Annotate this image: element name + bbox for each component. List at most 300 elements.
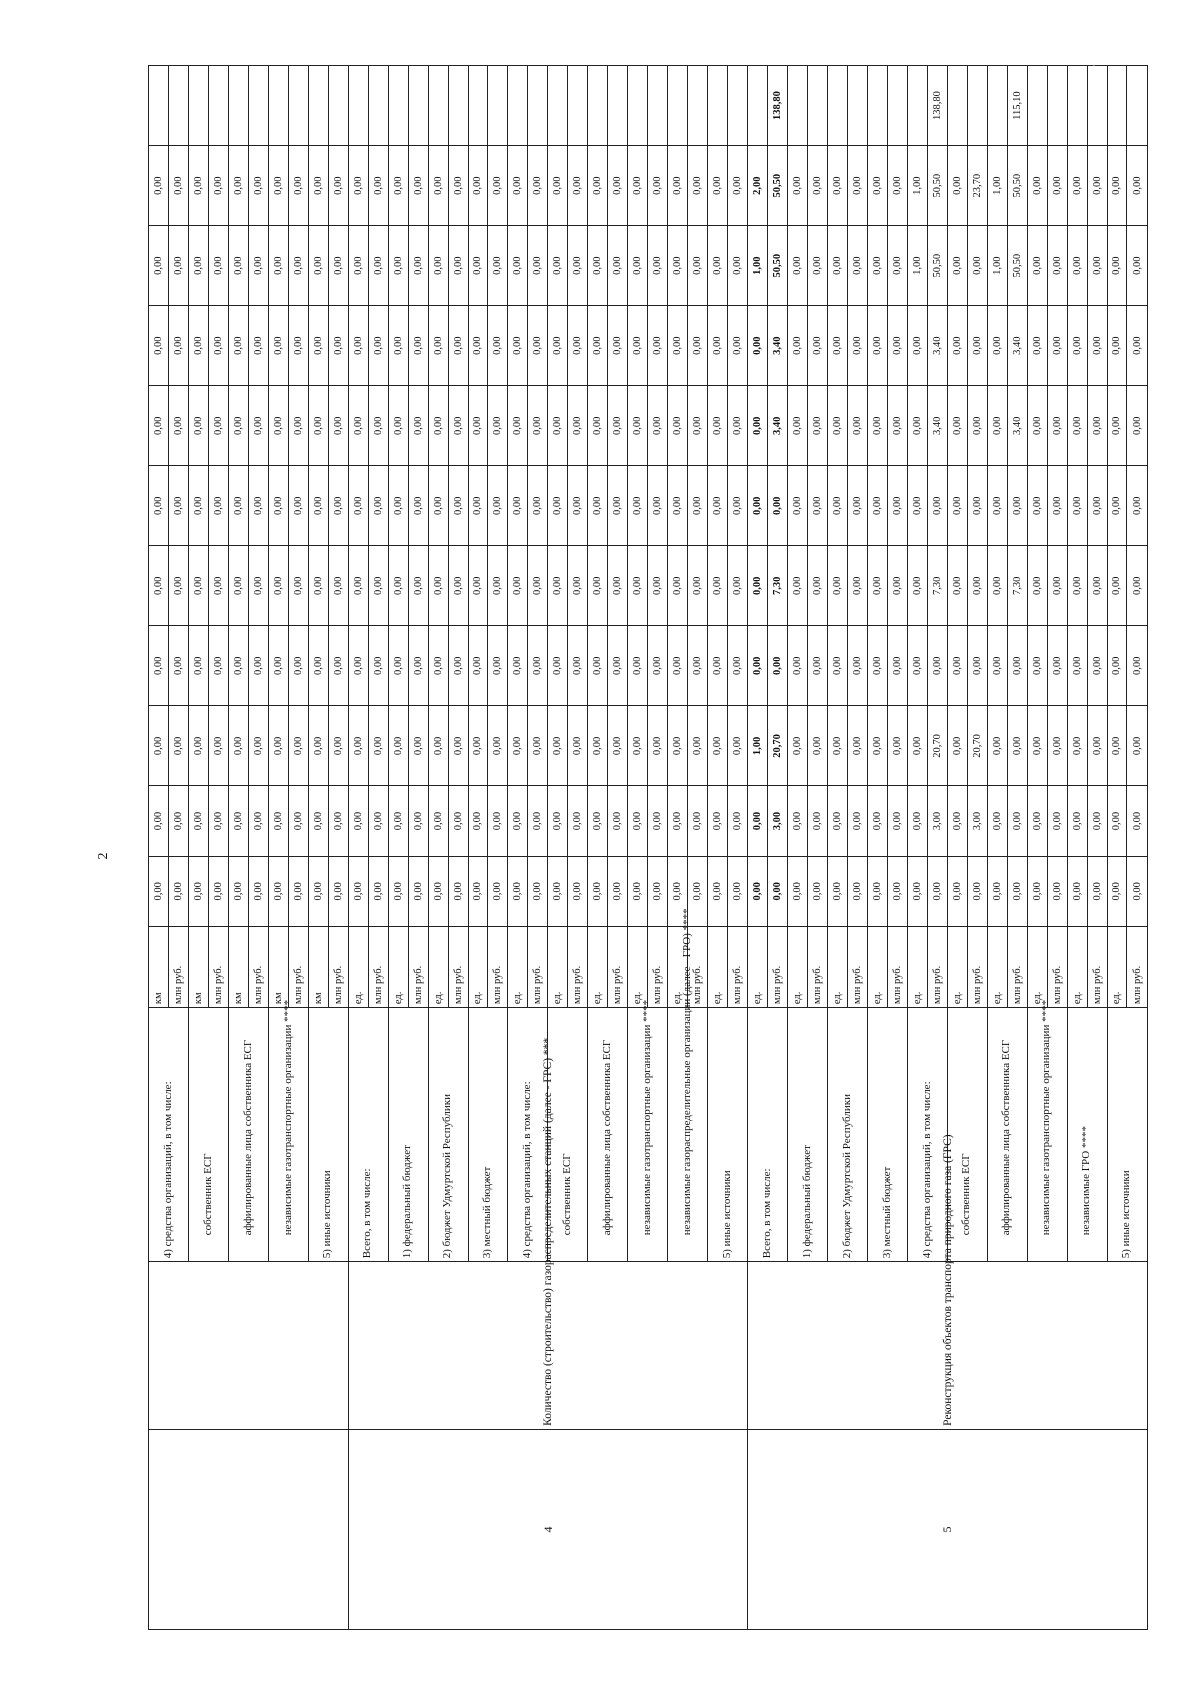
value-cell: 0,00: [827, 146, 847, 226]
value-cell: 0,00: [448, 706, 468, 786]
value-cell: 0,00: [728, 306, 748, 386]
value-cell: 0,00: [907, 386, 927, 466]
value-cell: 0,00: [847, 146, 867, 226]
value-cell: 0,00: [1007, 856, 1027, 926]
value-cell: 0,00: [149, 226, 169, 306]
funding-source-cell: 5) иные источники: [708, 1008, 748, 1262]
value-cell: 0,00: [149, 706, 169, 786]
value-cell: 20,70: [768, 706, 788, 786]
value-cell: 1,00: [987, 146, 1007, 226]
value-cell: 0,00: [668, 856, 688, 926]
value-cell: 0,00: [867, 786, 887, 856]
value-cell: 0,00: [788, 306, 808, 386]
value-cell: 0,00: [1127, 856, 1148, 926]
value-cell: 0,00: [468, 856, 488, 926]
value-cell: 0,00: [208, 306, 228, 386]
row-number-cell: [149, 1429, 349, 1629]
value-cell: 0,00: [228, 856, 248, 926]
value-cell: 0,00: [628, 146, 648, 226]
value-cell: [228, 66, 248, 146]
value-cell: 0,00: [728, 786, 748, 856]
unit-cell: млн руб.: [1007, 926, 1027, 1007]
value-cell: 0,00: [508, 466, 528, 546]
value-cell: 0,00: [628, 786, 648, 856]
value-cell: 0,00: [149, 786, 169, 856]
unit-cell: млн руб.: [288, 926, 308, 1007]
value-cell: 0,00: [987, 786, 1007, 856]
value-cell: 0,00: [1107, 306, 1127, 386]
value-cell: 0,00: [288, 786, 308, 856]
value-cell: 0,00: [987, 386, 1007, 466]
value-cell: 0,00: [708, 706, 728, 786]
value-cell: 0,00: [588, 226, 608, 306]
value-cell: [348, 66, 368, 146]
value-cell: [548, 66, 568, 146]
value-cell: [887, 66, 907, 146]
value-cell: 0,00: [248, 226, 268, 306]
value-cell: 0,00: [208, 226, 228, 306]
value-cell: 3,40: [1007, 306, 1027, 386]
value-cell: 0,00: [588, 306, 608, 386]
value-cell: 138,80: [768, 66, 788, 146]
unit-cell: млн руб.: [1087, 926, 1107, 1007]
value-cell: 0,00: [308, 306, 328, 386]
value-cell: 0,00: [628, 226, 648, 306]
table-row: [748, 66, 768, 1630]
funding-source-cell: Всего, в том числе:: [348, 1008, 388, 1262]
value-cell: 0,00: [608, 626, 628, 706]
value-cell: 0,00: [408, 786, 428, 856]
value-cell: 0,00: [288, 626, 308, 706]
value-cell: 0,00: [1027, 546, 1047, 626]
value-cell: 0,00: [448, 546, 468, 626]
value-cell: 0,00: [288, 856, 308, 926]
value-cell: 0,00: [149, 466, 169, 546]
value-cell: [428, 66, 448, 146]
value-cell: 0,00: [468, 466, 488, 546]
value-cell: 0,00: [488, 386, 508, 466]
value-cell: 0,00: [907, 306, 927, 386]
value-cell: 0,00: [168, 226, 188, 306]
value-cell: 0,00: [228, 386, 248, 466]
value-cell: 50,50: [1007, 226, 1027, 306]
value-cell: 0,00: [1067, 856, 1087, 926]
value-cell: 0,00: [1107, 786, 1127, 856]
value-cell: 0,00: [568, 786, 588, 856]
value-cell: [628, 66, 648, 146]
value-cell: 0,00: [468, 626, 488, 706]
unit-cell: млн руб.: [408, 926, 428, 1007]
value-cell: [308, 66, 328, 146]
value-cell: 0,00: [388, 786, 408, 856]
value-cell: 0,00: [947, 706, 967, 786]
value-cell: 0,00: [847, 706, 867, 786]
value-cell: 0,00: [688, 706, 708, 786]
unit-cell: ед.: [708, 926, 728, 1007]
value-cell: 0,00: [1087, 626, 1107, 706]
value-cell: 0,00: [1027, 146, 1047, 226]
value-cell: 0,00: [1087, 856, 1107, 926]
value-cell: 0,00: [987, 706, 1007, 786]
value-cell: 0,00: [348, 226, 368, 306]
investment-table: [148, 65, 1148, 1630]
value-cell: 0,00: [967, 306, 987, 386]
value-cell: 0,00: [788, 786, 808, 856]
value-cell: 0,00: [488, 466, 508, 546]
value-cell: 0,00: [748, 306, 768, 386]
value-cell: [847, 66, 867, 146]
value-cell: 0,00: [1047, 706, 1067, 786]
value-cell: 0,00: [827, 466, 847, 546]
value-cell: 0,00: [867, 386, 887, 466]
value-cell: 115,10: [1007, 66, 1027, 146]
value-cell: [708, 66, 728, 146]
funding-source-cell: аффилированные лица собственника ЕСГ: [228, 1008, 268, 1262]
value-cell: [608, 66, 628, 146]
unit-cell: ед.: [1027, 926, 1047, 1007]
value-cell: [788, 66, 808, 146]
value-cell: 0,00: [907, 706, 927, 786]
value-cell: 0,00: [887, 706, 907, 786]
value-cell: 0,00: [488, 856, 508, 926]
value-cell: 0,00: [708, 306, 728, 386]
value-cell: 3,40: [927, 306, 947, 386]
value-cell: 0,00: [468, 546, 488, 626]
funding-source-cell: 4) средства организаций, в том числе:: [149, 1008, 189, 1262]
value-cell: 0,00: [967, 466, 987, 546]
value-cell: 0,00: [408, 856, 428, 926]
value-cell: 0,00: [528, 856, 548, 926]
unit-cell: ед.: [428, 926, 448, 1007]
value-cell: 0,00: [1067, 706, 1087, 786]
value-cell: 50,50: [927, 226, 947, 306]
value-cell: 0,00: [208, 626, 228, 706]
value-cell: 0,00: [188, 786, 208, 856]
unit-cell: млн руб.: [248, 926, 268, 1007]
value-cell: 0,00: [867, 626, 887, 706]
value-cell: 0,00: [468, 146, 488, 226]
value-cell: [688, 66, 708, 146]
value-cell: 0,00: [188, 306, 208, 386]
value-cell: 1,00: [987, 226, 1007, 306]
unit-cell: млн руб.: [368, 926, 388, 1007]
unit-cell: млн руб.: [608, 926, 628, 1007]
unit-cell: ед.: [947, 926, 967, 1007]
unit-cell: млн руб.: [448, 926, 468, 1007]
unit-cell: ед.: [867, 926, 887, 1007]
value-cell: 0,00: [188, 146, 208, 226]
unit-cell: млн руб.: [847, 926, 867, 1007]
value-cell: 0,00: [1047, 146, 1067, 226]
unit-cell: млн руб.: [887, 926, 907, 1007]
value-cell: 0,00: [368, 626, 388, 706]
value-cell: 0,00: [388, 466, 408, 546]
value-cell: 0,00: [967, 226, 987, 306]
value-cell: 0,00: [668, 306, 688, 386]
value-cell: 0,00: [268, 786, 288, 856]
value-cell: 0,00: [1027, 386, 1047, 466]
value-cell: [288, 66, 308, 146]
value-cell: 0,00: [768, 466, 788, 546]
value-cell: 0,00: [1127, 226, 1148, 306]
value-cell: 0,00: [728, 226, 748, 306]
value-cell: 0,00: [588, 856, 608, 926]
value-cell: 0,00: [548, 626, 568, 706]
value-cell: 0,00: [927, 466, 947, 546]
value-cell: 0,00: [548, 146, 568, 226]
value-cell: 0,00: [408, 706, 428, 786]
indicator-name-cell: [149, 1262, 349, 1430]
unit-cell: ед.: [827, 926, 847, 1007]
value-cell: 0,00: [788, 146, 808, 226]
value-cell: 0,00: [1027, 786, 1047, 856]
value-cell: 0,00: [468, 706, 488, 786]
value-cell: 0,00: [867, 856, 887, 926]
value-cell: 0,00: [588, 626, 608, 706]
value-cell: 0,00: [428, 856, 448, 926]
value-cell: 3,40: [1007, 386, 1027, 466]
funding-source-cell: собственник ЕСГ: [188, 1008, 228, 1262]
value-cell: 0,00: [528, 466, 548, 546]
value-cell: 0,00: [488, 306, 508, 386]
value-cell: 0,00: [768, 856, 788, 926]
value-cell: 0,00: [428, 706, 448, 786]
value-cell: 0,00: [887, 856, 907, 926]
value-cell: 0,00: [228, 786, 248, 856]
value-cell: 0,00: [548, 226, 568, 306]
value-cell: 0,00: [827, 786, 847, 856]
value-cell: 0,00: [308, 146, 328, 226]
funding-source-cell: 4) средства организаций, в том числе:: [508, 1008, 548, 1262]
value-cell: 0,00: [608, 706, 628, 786]
value-cell: 0,00: [328, 386, 348, 466]
value-cell: [1027, 66, 1047, 146]
value-cell: 0,00: [328, 706, 348, 786]
value-cell: 0,00: [1107, 226, 1127, 306]
value-cell: 0,00: [568, 146, 588, 226]
value-cell: 0,00: [608, 386, 628, 466]
value-cell: 0,00: [348, 856, 368, 926]
value-cell: 0,00: [188, 466, 208, 546]
value-cell: 0,00: [488, 786, 508, 856]
value-cell: 0,00: [408, 466, 428, 546]
value-cell: 0,00: [1087, 466, 1107, 546]
value-cell: 0,00: [927, 626, 947, 706]
funding-source-cell: 2) бюджет Удмуртской Республики: [428, 1008, 468, 1262]
rotated-table-container: [148, 65, 1148, 1630]
value-cell: [748, 66, 768, 146]
value-cell: 0,00: [827, 706, 847, 786]
value-cell: 0,00: [168, 306, 188, 386]
value-cell: 0,00: [468, 306, 488, 386]
value-cell: 0,00: [488, 626, 508, 706]
value-cell: 0,00: [508, 546, 528, 626]
value-cell: 0,00: [368, 386, 388, 466]
value-cell: 0,00: [328, 226, 348, 306]
value-cell: 0,00: [1047, 786, 1067, 856]
value-cell: 0,00: [268, 306, 288, 386]
value-cell: 0,00: [947, 306, 967, 386]
unit-cell: ед.: [508, 926, 528, 1007]
value-cell: 0,00: [568, 856, 588, 926]
value-cell: 0,00: [807, 306, 827, 386]
unit-cell: млн руб.: [208, 926, 228, 1007]
value-cell: 0,00: [1087, 706, 1107, 786]
value-cell: 0,00: [188, 386, 208, 466]
unit-cell: млн руб.: [648, 926, 668, 1007]
value-cell: 0,00: [648, 856, 668, 926]
value-cell: 0,00: [208, 856, 228, 926]
value-cell: 0,00: [248, 546, 268, 626]
value-cell: 0,00: [887, 466, 907, 546]
value-cell: 0,00: [168, 146, 188, 226]
value-cell: [1047, 66, 1067, 146]
value-cell: 0,00: [668, 386, 688, 466]
value-cell: 0,00: [1067, 466, 1087, 546]
value-cell: 0,00: [1127, 466, 1148, 546]
funding-source-cell: независимые газотранспортные организации ****: [628, 1008, 668, 1262]
value-cell: 0,00: [188, 856, 208, 926]
value-cell: 0,00: [708, 226, 728, 306]
value-cell: 0,00: [668, 466, 688, 546]
value-cell: 0,00: [648, 226, 668, 306]
value-cell: 0,00: [548, 786, 568, 856]
value-cell: 0,00: [608, 226, 628, 306]
unit-cell: ед.: [987, 926, 1007, 1007]
value-cell: 0,00: [268, 856, 288, 926]
value-cell: 0,00: [1007, 466, 1027, 546]
value-cell: 0,00: [847, 786, 867, 856]
value-cell: 0,00: [248, 626, 268, 706]
value-cell: 0,00: [408, 146, 428, 226]
value-cell: [1127, 66, 1148, 146]
value-cell: 0,00: [1027, 856, 1047, 926]
value-cell: 0,00: [708, 546, 728, 626]
value-cell: 0,00: [907, 466, 927, 546]
value-cell: 0,00: [847, 306, 867, 386]
value-cell: 0,00: [228, 706, 248, 786]
value-cell: 0,00: [788, 626, 808, 706]
value-cell: 0,00: [448, 466, 468, 546]
value-cell: 1,00: [748, 226, 768, 306]
value-cell: 0,00: [488, 146, 508, 226]
value-cell: 0,00: [468, 386, 488, 466]
value-cell: 0,00: [1047, 546, 1067, 626]
value-cell: 0,00: [149, 546, 169, 626]
value-cell: 0,00: [588, 786, 608, 856]
unit-cell: млн руб.: [807, 926, 827, 1007]
unit-cell: млн руб.: [528, 926, 548, 1007]
value-cell: [388, 66, 408, 146]
value-cell: 3,40: [768, 306, 788, 386]
value-cell: 0,00: [1067, 146, 1087, 226]
value-cell: 0,00: [807, 386, 827, 466]
value-cell: 0,00: [388, 226, 408, 306]
value-cell: 0,00: [468, 786, 488, 856]
value-cell: 0,00: [1087, 306, 1107, 386]
value-cell: 0,00: [628, 626, 648, 706]
value-cell: 0,00: [1107, 146, 1127, 226]
value-cell: 0,00: [408, 306, 428, 386]
value-cell: 0,00: [428, 146, 448, 226]
value-cell: 7,30: [927, 546, 947, 626]
value-cell: 0,00: [548, 386, 568, 466]
value-cell: 0,00: [748, 856, 768, 926]
unit-cell: ед.: [1107, 926, 1127, 1007]
value-cell: 0,00: [268, 546, 288, 626]
value-cell: 0,00: [887, 226, 907, 306]
value-cell: 0,00: [149, 306, 169, 386]
unit-cell: ед.: [788, 926, 808, 1007]
value-cell: 0,00: [388, 546, 408, 626]
value-cell: 0,00: [1067, 786, 1087, 856]
value-cell: 0,00: [688, 626, 708, 706]
value-cell: 0,00: [827, 226, 847, 306]
value-cell: 0,00: [268, 626, 288, 706]
unit-cell: млн руб.: [488, 926, 508, 1007]
value-cell: 0,00: [408, 626, 428, 706]
value-cell: 0,00: [807, 146, 827, 226]
value-cell: 0,00: [887, 146, 907, 226]
table-row: [149, 66, 169, 1630]
value-cell: 0,00: [728, 706, 748, 786]
value-cell: 0,00: [867, 226, 887, 306]
value-cell: 0,00: [508, 786, 528, 856]
value-cell: 0,00: [408, 226, 428, 306]
unit-cell: ед.: [348, 926, 368, 1007]
value-cell: 0,00: [488, 706, 508, 786]
value-cell: 0,00: [288, 226, 308, 306]
value-cell: [668, 66, 688, 146]
unit-cell: млн руб.: [688, 926, 708, 1007]
value-cell: 0,00: [847, 626, 867, 706]
value-cell: 0,00: [807, 706, 827, 786]
unit-cell: ед.: [628, 926, 648, 1007]
value-cell: 0,00: [308, 546, 328, 626]
value-cell: 0,00: [708, 146, 728, 226]
value-cell: 0,00: [508, 226, 528, 306]
value-cell: 0,00: [528, 626, 548, 706]
value-cell: 0,00: [708, 386, 728, 466]
value-cell: 0,00: [268, 466, 288, 546]
row-number-cell: 5: [748, 1429, 1148, 1629]
value-cell: 3,00: [967, 786, 987, 856]
value-cell: 0,00: [288, 146, 308, 226]
value-cell: 0,00: [648, 786, 668, 856]
value-cell: 20,70: [967, 706, 987, 786]
value-cell: 0,00: [807, 626, 827, 706]
funding-source-cell: Всего, в том числе:: [748, 1008, 788, 1262]
value-cell: 0,00: [328, 546, 348, 626]
value-cell: 0,00: [847, 856, 867, 926]
value-cell: 0,00: [907, 786, 927, 856]
value-cell: 0,00: [728, 146, 748, 226]
value-cell: 0,00: [708, 466, 728, 546]
value-cell: [168, 66, 188, 146]
value-cell: 0,00: [368, 706, 388, 786]
value-cell: 0,00: [608, 306, 628, 386]
value-cell: 0,00: [1007, 626, 1027, 706]
value-cell: 0,00: [368, 226, 388, 306]
value-cell: 0,00: [288, 546, 308, 626]
value-cell: 0,00: [887, 626, 907, 706]
value-cell: 0,00: [907, 856, 927, 926]
value-cell: 0,00: [568, 706, 588, 786]
value-cell: 0,00: [388, 386, 408, 466]
unit-cell: млн руб.: [328, 926, 348, 1007]
unit-cell: ед.: [588, 926, 608, 1007]
value-cell: 0,00: [568, 306, 588, 386]
